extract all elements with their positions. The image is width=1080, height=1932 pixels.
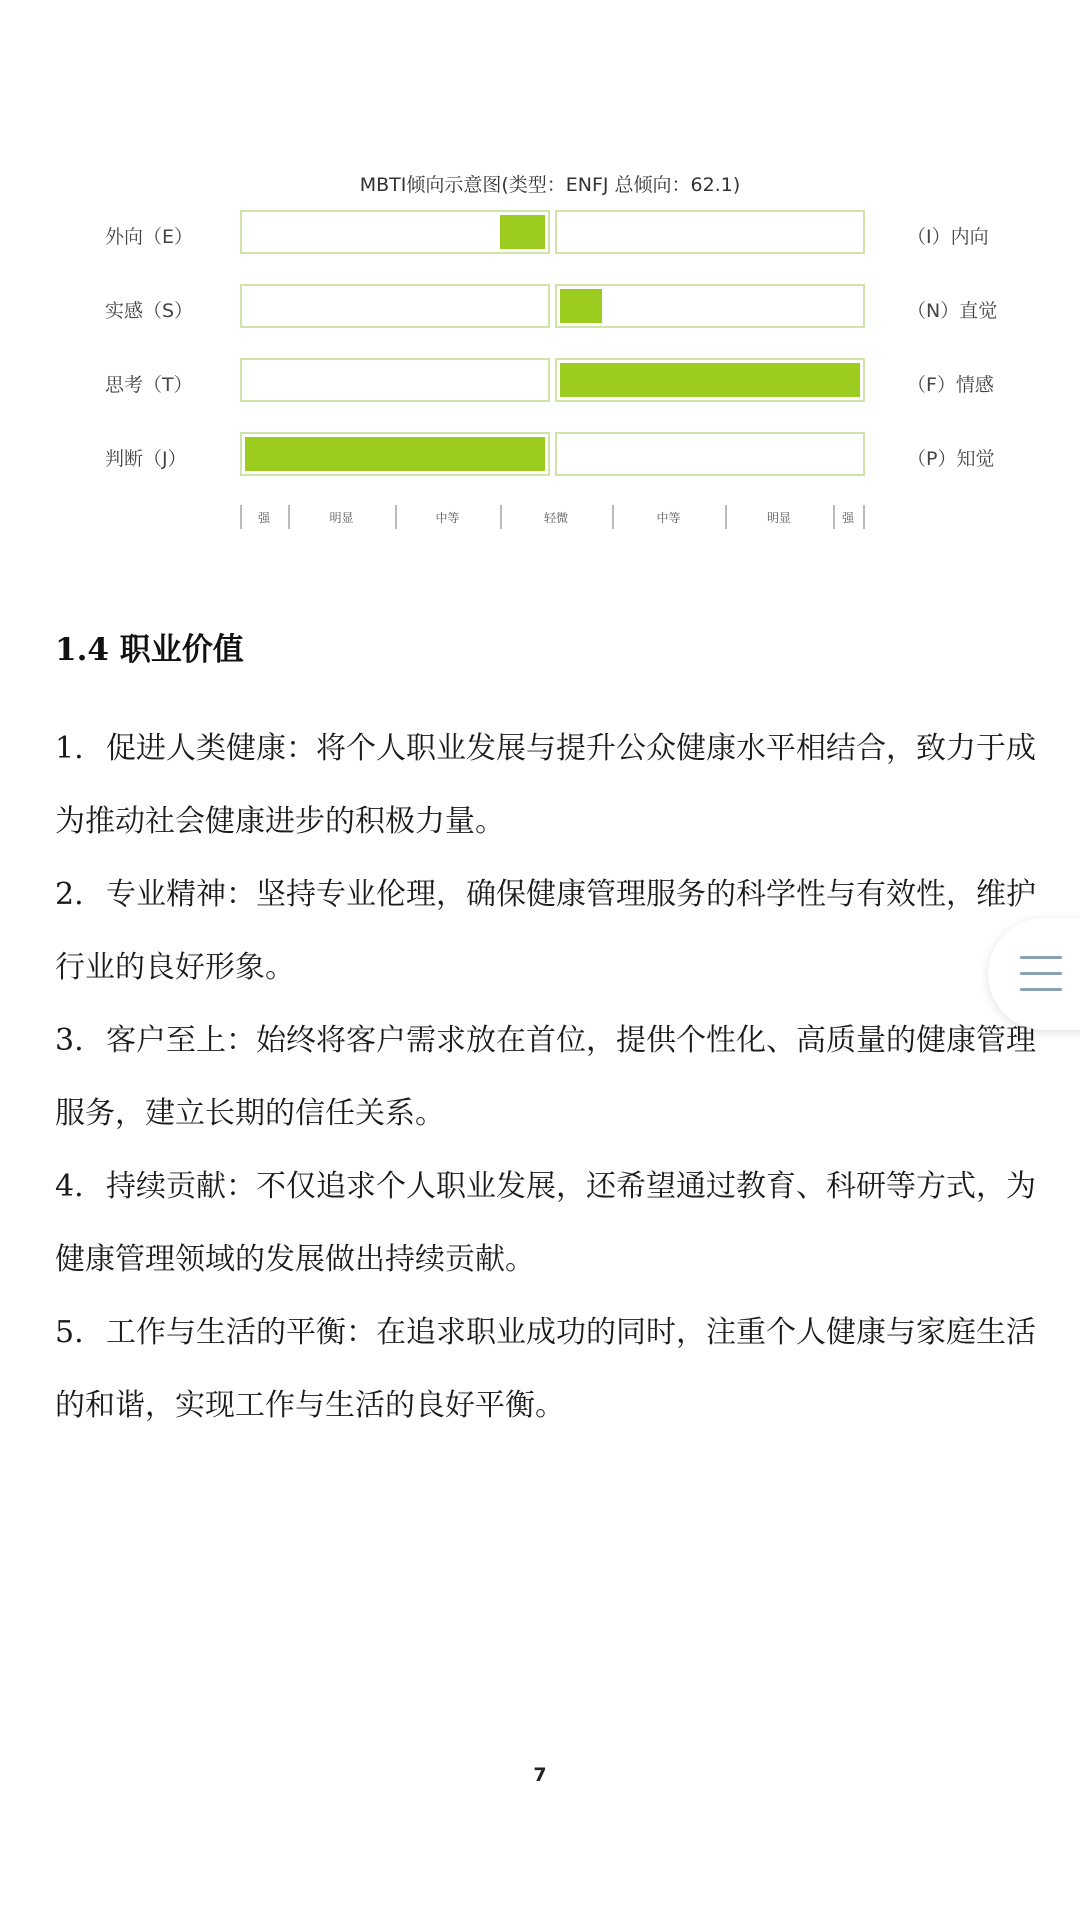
menu-icon <box>1020 954 1062 994</box>
scale-tick <box>612 505 614 529</box>
bar-track-right <box>555 432 865 476</box>
scale-label: 明显 <box>766 511 792 525</box>
bar-track-right <box>555 210 865 254</box>
bar-track-left <box>240 210 550 254</box>
item-text: 工作与生活的平衡：在追求职业成功的同时，注重个人健康与家庭生活的和谐，实现工作与生活的良好平衡。 <box>55 1315 1036 1423</box>
list-item <box>55 858 1045 1004</box>
bar-fill <box>560 289 602 323</box>
scale-label: 强 <box>841 511 855 525</box>
scale-label: 轻微 <box>543 511 569 525</box>
chart-title: MBTI倾向示意图(类型：ENFJ 总倾向：62.1) <box>359 174 741 196</box>
scale-label: 中等 <box>656 511 681 525</box>
row-label-left: 思考（T） <box>105 374 193 396</box>
scale-tick <box>240 505 242 529</box>
bar-fill <box>560 363 860 397</box>
item-number: 5. <box>55 1315 84 1350</box>
scale-tick <box>833 505 835 529</box>
row-label-left: 外向（E） <box>105 226 194 248</box>
item-text: 持续贡献：不仅追求个人职业发展，还希望通过教育、科研等方式，为健康管理领域的发展做出持续贡献。 <box>55 1169 1036 1277</box>
item-number: 1. <box>55 731 84 766</box>
bar-fill <box>245 437 545 471</box>
row-label-right: （F）情感 <box>907 374 994 396</box>
scale-tick <box>288 505 290 529</box>
item-number: 2. <box>55 877 84 912</box>
scale-tick <box>395 505 397 529</box>
bar-fill <box>500 215 545 249</box>
mbti-row <box>100 282 1000 332</box>
bar-track-left <box>240 358 550 402</box>
item-text: 专业精神：坚持专业伦理，确保健康管理服务的科学性与有效性，维护行业的良好形象。 <box>55 877 1036 985</box>
row-label-left: 判断（J） <box>105 448 187 470</box>
scale-tick <box>500 505 502 529</box>
row-label-right: （I）内向 <box>907 226 989 248</box>
bar-track-left <box>240 432 550 476</box>
list-item <box>55 1296 1045 1442</box>
mbti-chart <box>100 160 1000 540</box>
row-label-left: 实感（S） <box>105 300 194 322</box>
mbti-row <box>100 208 1000 258</box>
item-text: 促进人类健康：将个人职业发展与提升公众健康水平相结合，致力于成为推动社会健康进步的积极力量。 <box>55 731 1036 839</box>
scale-tick <box>863 505 865 529</box>
scale-label: 中等 <box>435 511 460 525</box>
mbti-row <box>100 356 1000 406</box>
career-values-list <box>55 712 1045 1442</box>
bar-track-left <box>240 284 550 328</box>
bar-track-right <box>555 284 865 328</box>
item-number: 4. <box>55 1169 84 1204</box>
item-text: 客户至上：始终将客户需求放在首位，提供个性化、高质量的健康管理服务，建立长期的信任关系。 <box>55 1023 1036 1131</box>
scale-label: 强 <box>257 511 271 525</box>
list-item <box>55 1150 1045 1296</box>
row-label-right: （P）知觉 <box>907 448 995 470</box>
list-item <box>55 712 1045 858</box>
list-item <box>55 1004 1045 1150</box>
item-number: 3. <box>55 1023 84 1058</box>
page-number: 7 <box>533 1764 547 1786</box>
section-heading: 1.4 职业价值 <box>55 632 244 668</box>
scale-label: 明显 <box>329 511 354 525</box>
mbti-row <box>100 430 1000 480</box>
bar-track-right <box>555 358 865 402</box>
row-label-right: （N）直觉 <box>907 300 998 322</box>
scale-axis <box>240 505 865 531</box>
scale-tick <box>725 505 727 529</box>
